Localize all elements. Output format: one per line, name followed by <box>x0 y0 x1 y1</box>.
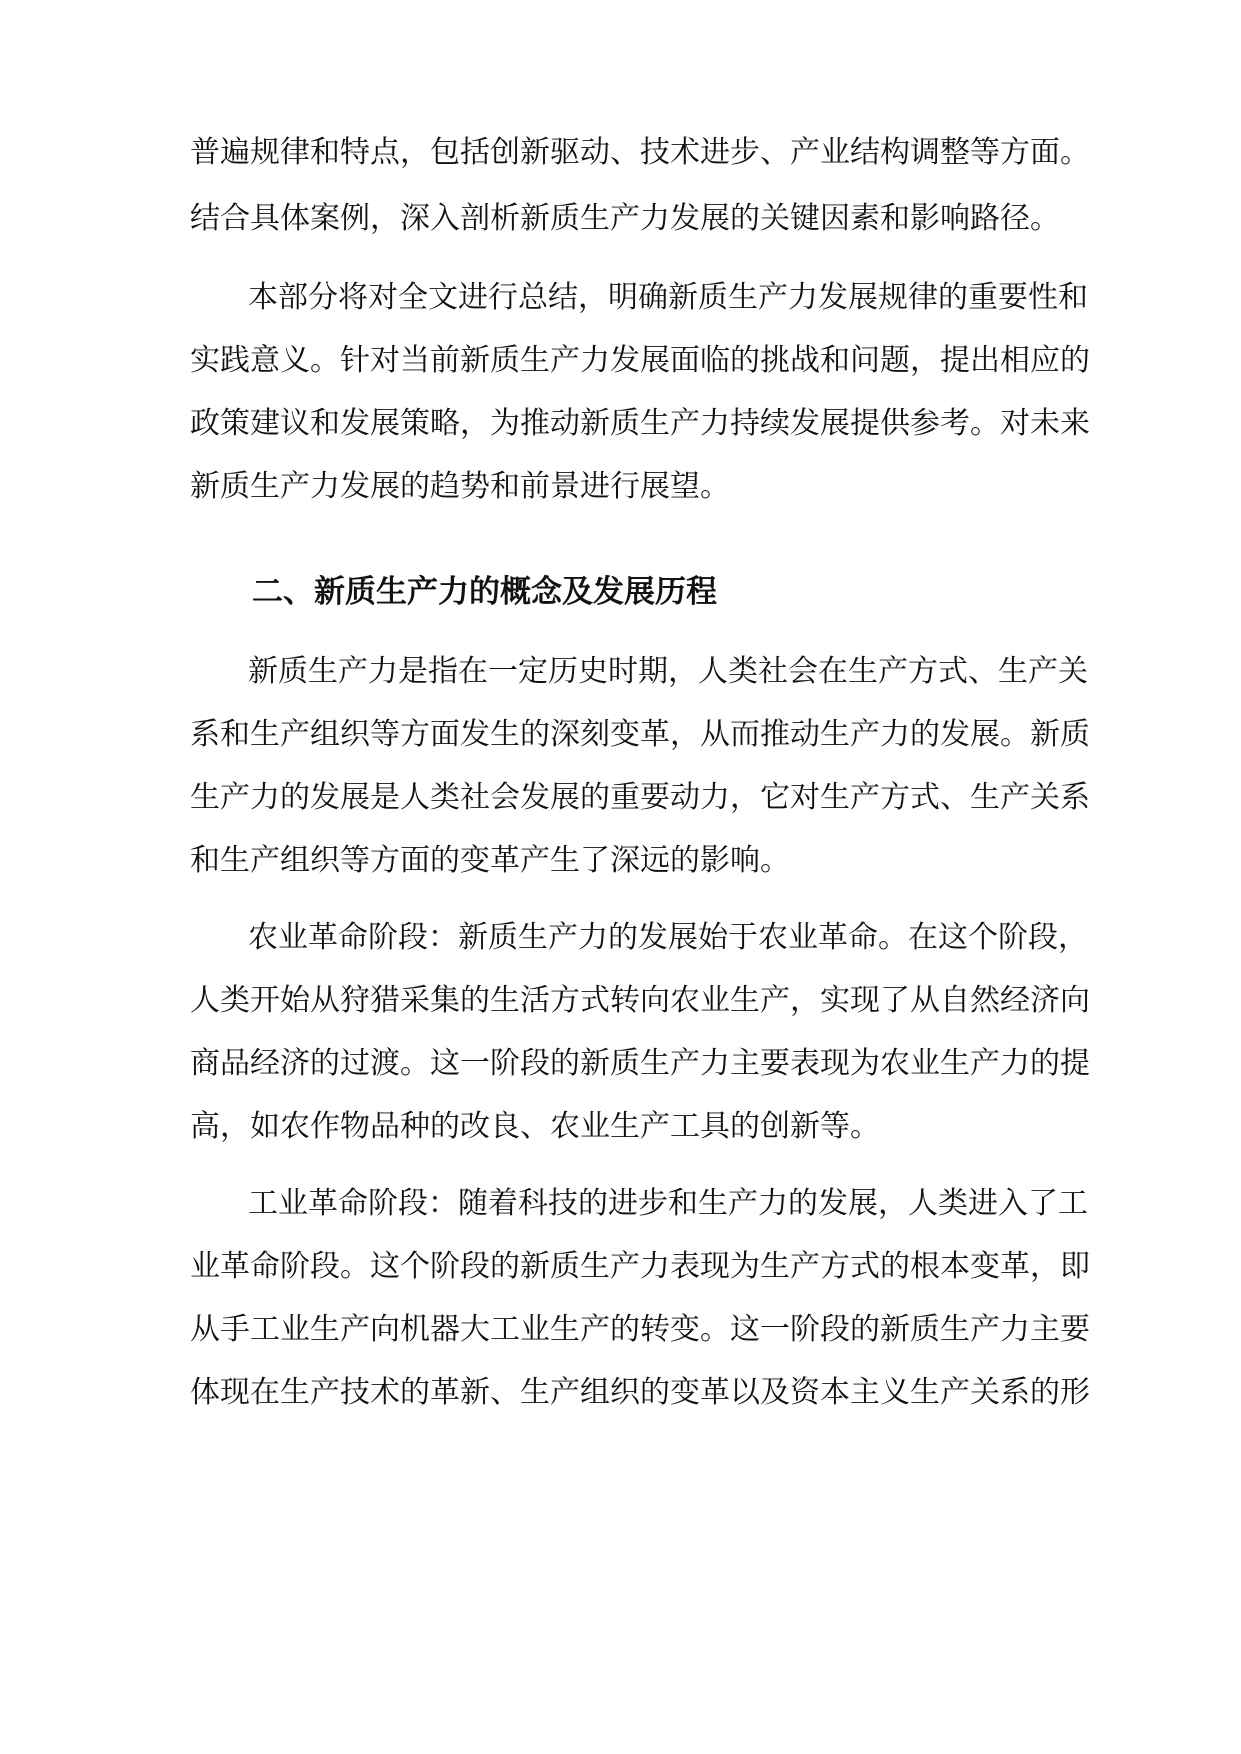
paragraph-line: 农业革命阶段：新质生产力的发展始于农业革命。在这个阶段， <box>248 920 1088 955</box>
paragraph-line: 业革命阶段。这个阶段的新质生产力表现为生产方式的根本变革，即 <box>190 1249 1090 1284</box>
section-heading: 二、新质生产力的概念及发展历程 <box>252 574 717 610</box>
paragraph-line: 和生产组织等方面的变革产生了深远的影响。 <box>190 843 790 878</box>
paragraph-line: 体现在生产技术的革新、生产组织的变革以及资本主义生产关系的形 <box>190 1375 1090 1410</box>
paragraph-line: 新质生产力发展的趋势和前景进行展望。 <box>190 469 730 504</box>
paragraph-line: 从手工业生产向机器大工业生产的转变。这一阶段的新质生产力主要 <box>190 1312 1090 1347</box>
paragraph-line: 高，如农作物品种的改良、农业生产工具的创新等。 <box>190 1109 880 1144</box>
paragraph-line: 商品经济的过渡。这一阶段的新质生产力主要表现为农业生产力的提 <box>190 1046 1090 1081</box>
paragraph-line: 新质生产力是指在一定历史时期，人类社会在生产方式、生产关 <box>248 654 1088 689</box>
paragraph-line: 生产力的发展是人类社会发展的重要动力，它对生产方式、生产关系 <box>190 780 1090 815</box>
paragraph-line: 结合具体案例，深入剖析新质生产力发展的关键因素和影响路径。 <box>190 201 1060 236</box>
paragraph-line: 本部分将对全文进行总结，明确新质生产力发展规律的重要性和 <box>248 280 1088 315</box>
paragraph-line: 实践意义。针对当前新质生产力发展面临的挑战和问题，提出相应的 <box>190 343 1090 378</box>
paragraph-line: 系和生产组织等方面发生的深刻变革，从而推动生产力的发展。新质 <box>190 717 1090 752</box>
paragraph-line: 普遍规律和特点，包括创新驱动、技术进步、产业结构调整等方面。 <box>190 135 1090 170</box>
paragraph-line: 政策建议和发展策略，为推动新质生产力持续发展提供参考。对未来 <box>190 406 1090 441</box>
paragraph-line: 人类开始从狩猎采集的生活方式转向农业生产，实现了从自然经济向 <box>190 983 1090 1018</box>
paragraph-line: 工业革命阶段：随着科技的进步和生产力的发展，人类进入了工 <box>248 1186 1088 1221</box>
